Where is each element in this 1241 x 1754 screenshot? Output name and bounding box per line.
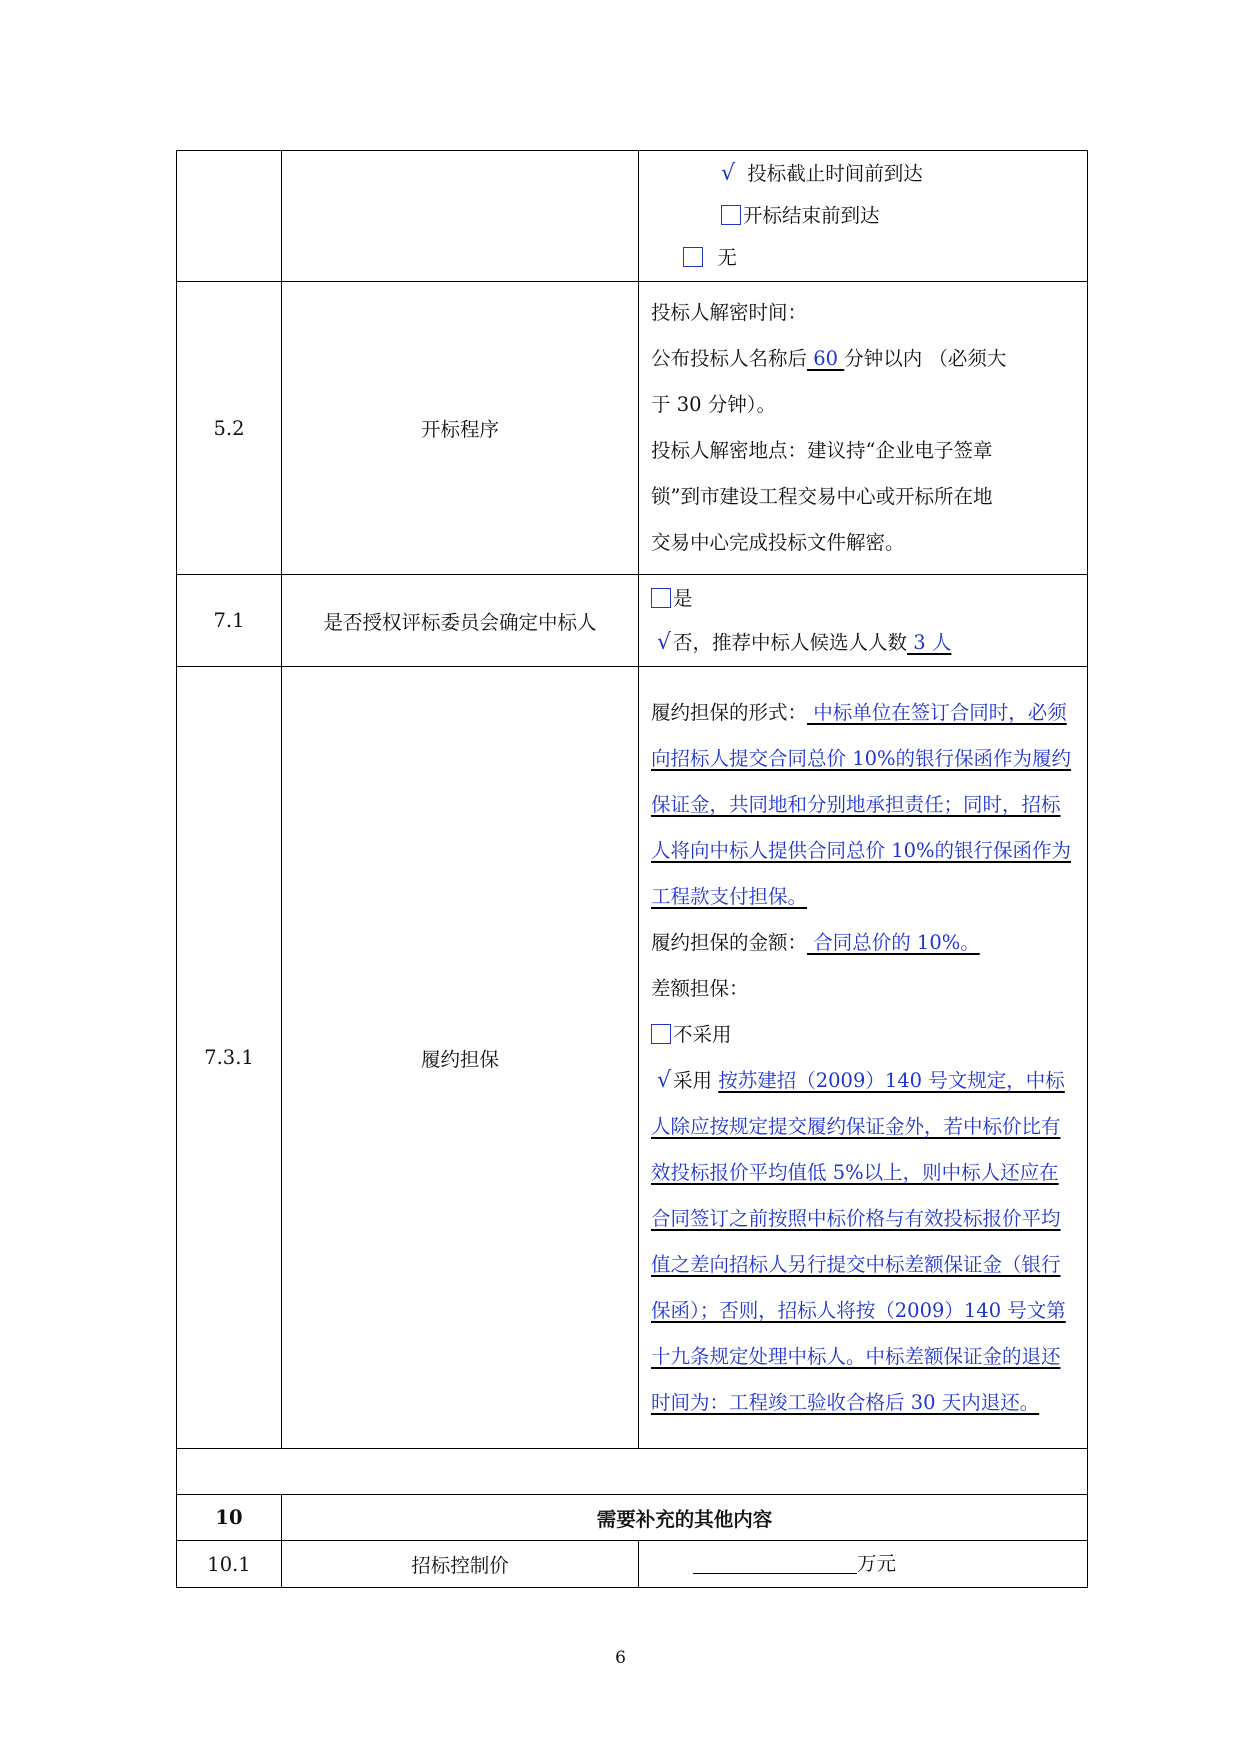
blank-cell [177, 1449, 1088, 1495]
text-line: 交易中心完成投标文件解密。 [651, 531, 905, 554]
candidate-count-value: 3 人 [907, 630, 952, 654]
text-line: 锁”到市建设工程交易中心或开标所在地 [651, 485, 993, 508]
option-yes[interactable] [651, 577, 1077, 621]
option-none[interactable] [651, 237, 1077, 279]
option-before-opening-end[interactable] [651, 195, 1077, 237]
guarantee-form [651, 690, 1077, 920]
table-row [177, 282, 1088, 575]
text-line: 投标人解密地点：建议持“企业电子签章 [651, 439, 993, 462]
option-label: 投标截止时间前到达 [747, 162, 923, 185]
text-span: 履约担保的形式： [651, 700, 808, 724]
bid-data-table [176, 150, 1088, 1588]
table-row [177, 1541, 1088, 1588]
option-label: 是 [673, 586, 693, 610]
guarantee-form-text: 中标单位在签订合同时，必须向招标人提交合同总价 10%的银行保函作为履约保证金，共同地和分别地承担责任；同时，招标人将向中标人提供合同总价 10%的银行保函作为工程款支付担保。 [651, 700, 1072, 908]
checkbox-icon[interactable] [721, 205, 741, 225]
text-span: 公布投标人名称后 [651, 347, 808, 370]
item-content-cell [639, 575, 1088, 667]
text-span: 分钟以内 （必须大 [844, 347, 1007, 370]
item-number-cell: 7.1 [177, 575, 282, 667]
page-number: 6 [615, 1648, 626, 1668]
section-title: 需要补充的其他内容 [282, 1495, 1088, 1541]
item-number-cell: 7.3.1 [177, 667, 282, 1449]
item-content-cell [639, 667, 1088, 1449]
table-row [177, 667, 1088, 1449]
option-before-deadline[interactable] [651, 153, 1077, 195]
control-price-field[interactable] [651, 1541, 1077, 1587]
item-name-cell: 开标程序 [282, 282, 639, 575]
text-span: 履约担保的金额： [651, 930, 808, 954]
item-name-cell: 是否授权评标委员会确定中标人 [282, 575, 639, 667]
item-name-cell [282, 151, 639, 282]
option-label: 不采用 [673, 1022, 732, 1046]
guarantee-amount [651, 920, 1077, 966]
check-icon: √ [657, 629, 672, 655]
option-label: 否，推荐中标人候选人人数 [673, 630, 908, 654]
text-line: 差额担保： [651, 976, 749, 1000]
item-content-cell [639, 151, 1088, 282]
check-icon: √ [657, 1067, 672, 1093]
option-adopt[interactable] [651, 1058, 1077, 1426]
checkbox-icon[interactable] [651, 588, 671, 608]
item-content-cell [639, 1541, 1088, 1588]
text-line: 投标人解密时间： [651, 301, 808, 324]
option-label: 开标结束前到达 [743, 204, 880, 227]
table-row [177, 575, 1088, 667]
option-no[interactable] [651, 621, 1077, 665]
decrypt-minutes-value: 60 [807, 347, 845, 370]
text-line [651, 336, 1077, 382]
check-icon: √ [721, 161, 736, 186]
item-number-cell: 10 [177, 1495, 282, 1541]
option-not-adopt[interactable] [651, 1012, 1077, 1058]
item-number-cell: 10.1 [177, 1541, 282, 1588]
checkbox-icon[interactable] [651, 1024, 671, 1044]
text-line: 于 30 分钟）。 [651, 393, 776, 416]
adopt-detail-text: 按苏建招（2009）140 号文规定，中标人除应按规定提交履约保证金外，若中标价比有效投标报价平均值低 5%以上，则中标人还应在合同签订之前按照中标价格与有效投标报价平均值之差向招标人另行提交中标差额保证金（银行保函）；否则，招标人将按（2009）140 号文第十九条规定处理中标人。中标差额保证金的退还时间为：工程竣工验收合格后 30 天内退还。 [651, 1068, 1066, 1414]
item-name-cell: 履约担保 [282, 667, 639, 1449]
table-row [177, 1449, 1088, 1495]
blank-fill-line[interactable] [693, 1553, 857, 1574]
option-label: 采用 [673, 1068, 719, 1092]
table-row [177, 1495, 1088, 1541]
item-number-cell: 5.2 [177, 282, 282, 575]
checkbox-icon[interactable] [683, 247, 703, 267]
option-label: 无 [717, 246, 737, 269]
item-number-cell [177, 151, 282, 282]
table-row [177, 151, 1088, 282]
guarantee-amount-value: 合同总价的 10%。 [807, 930, 980, 954]
item-name-cell: 招标控制价 [282, 1541, 639, 1588]
unit-label: 万元 [857, 1552, 897, 1575]
item-content-cell [639, 282, 1088, 575]
